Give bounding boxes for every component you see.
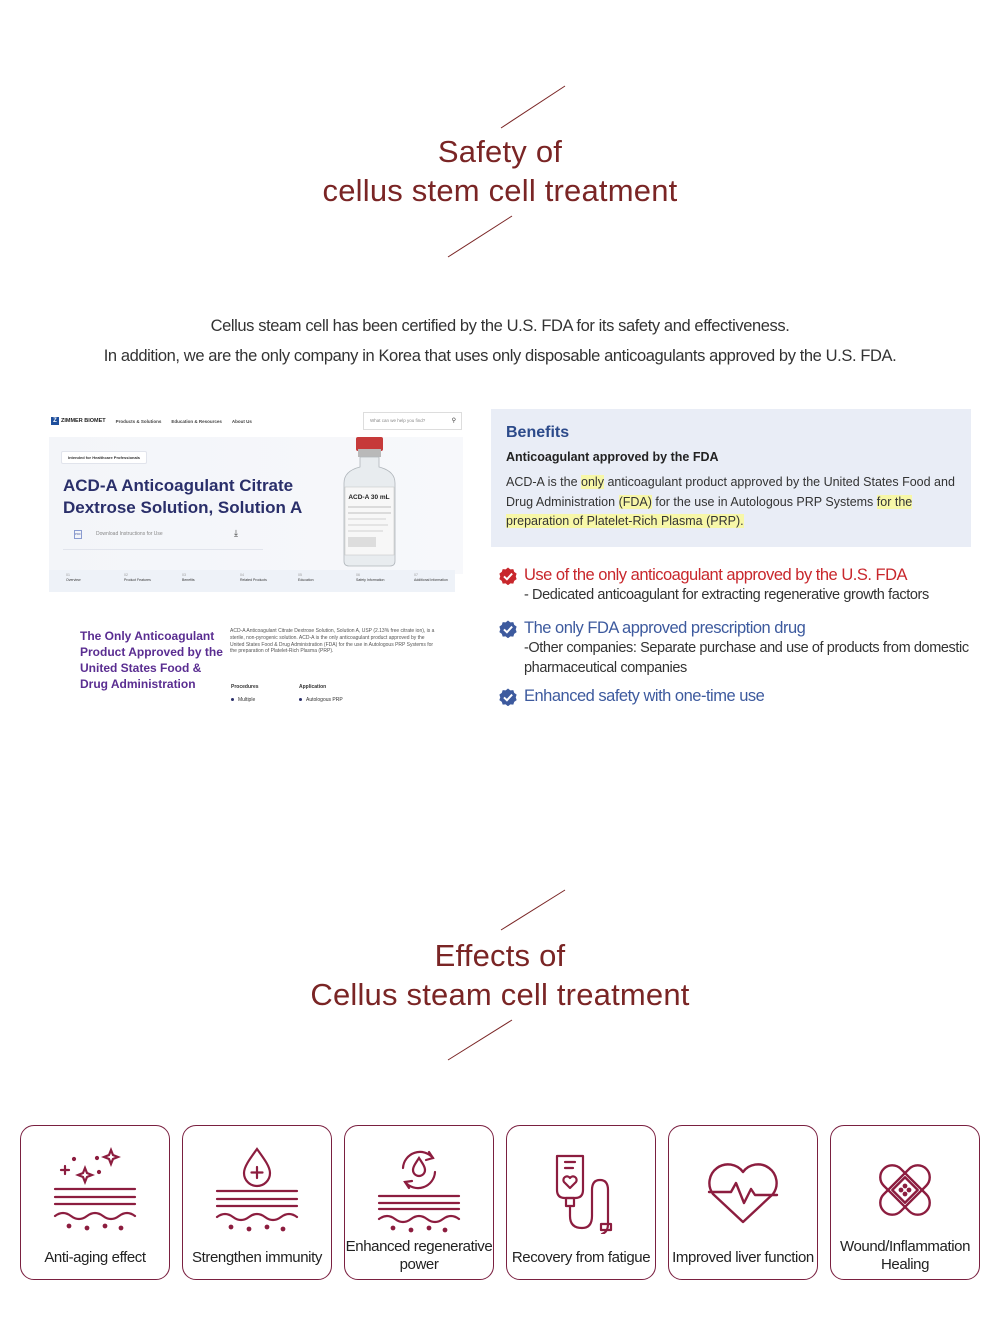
application-meta: Application Autologous PRP xyxy=(299,684,343,703)
nav-education: Education & Resources xyxy=(171,418,222,424)
tab-product-features: 02 Product Features xyxy=(124,573,151,582)
download-icon: ⤓ xyxy=(234,528,238,538)
pdf-icon: PDF xyxy=(74,530,82,539)
effects-title: Effects of Cellus steam cell treatment xyxy=(310,938,690,1012)
heart-pulse-icon xyxy=(697,1146,789,1234)
effect-card-liver xyxy=(668,1125,818,1280)
decorative-line-bottom xyxy=(447,215,513,258)
effect-card-anti-aging xyxy=(20,1125,170,1280)
effect-label: Enhanced regenerative power xyxy=(345,1238,493,1273)
sparkle-skin-icon xyxy=(49,1146,141,1234)
check-badge-icon xyxy=(499,688,517,706)
screenshot-navbar xyxy=(49,409,463,433)
search-icon: ⚲ xyxy=(451,418,456,424)
benefits-box xyxy=(491,409,971,547)
product-page-screenshot xyxy=(49,409,463,709)
tab-benefits: 03 Benefits xyxy=(182,573,195,582)
benefits-body: ACD-A is the only anticoagulant product approved by the United States Food and Drug Administration (FDA) for the use in Autologous PRP Systems for the preparation of Platelet-Rich Plasma (PRP). xyxy=(506,475,955,528)
hcp-pill: Intended for Healthcare Professionals xyxy=(61,451,147,464)
safety-intro: Cellus steam cell has been certified by the U.S. FDA for its safety and effectiveness. In addition, we are the only company in Korea that uses only disposable anticoagulants approved by the U.S. FDA. xyxy=(103,317,897,365)
decorative-line-bottom xyxy=(447,1019,513,1061)
effect-card-wound xyxy=(830,1125,980,1280)
procedures-meta: Procedures Multiple xyxy=(231,684,259,703)
check-badge-icon xyxy=(499,620,517,638)
acd-a-bottle-image xyxy=(338,437,401,567)
benefits-title: Benefits xyxy=(506,424,570,441)
tab-related-products: 04 Related Products xyxy=(240,573,267,582)
nav-about: About Us xyxy=(231,418,252,424)
cycle-drop-skin-icon xyxy=(373,1146,465,1234)
nav-products: Products & Solutions xyxy=(115,418,162,424)
effect-label: Wound/Inflammation Healing xyxy=(839,1238,971,1273)
tab-overview: 01 Overview xyxy=(66,573,81,582)
screenshot-tabs xyxy=(49,570,455,592)
screenshot-section-heading: The Only Anticoagulant Product Approved by the United States Food & Drug Administration xyxy=(80,629,223,691)
tab-education: 05 Education xyxy=(298,573,314,582)
screenshot-section-description: ACD-A Anticoagulant Citrate Dextrose Solution, Solution A, USP (2.13% free citrate ion), is a sterile, non-pyrogenic solution. ACD-A is the only anticoagulant product approved by the United States Food & Drug Administration (FDA) for the use in Autologous PRP Systems for the preparation of Platelet-Rich Plasma (PRP). xyxy=(230,628,435,655)
decorative-line-top xyxy=(500,85,566,129)
tab-safety-information: 06 Safety Information xyxy=(356,573,385,582)
iv-bag-icon xyxy=(535,1146,627,1234)
effect-card-immunity xyxy=(182,1125,332,1280)
effect-label: Recovery from fatigue xyxy=(511,1249,651,1266)
effect-label: Anti-aging effect xyxy=(44,1249,146,1266)
download-instructions: PDF Download Instructions for Use ⤓ xyxy=(75,528,238,538)
effect-card-regenerative xyxy=(344,1125,494,1280)
svg-text:ACD-A 30 mL: ACD-A 30 mL xyxy=(348,494,390,501)
screenshot-search: What can we help you find? ⚲ xyxy=(363,412,462,430)
effect-card-fatigue xyxy=(506,1125,656,1280)
zimmer-biomet-logo: Z ZIMMER BIOMET xyxy=(51,417,106,425)
drop-skin-icon xyxy=(211,1146,303,1234)
benefits-subtitle: Anticoagulant approved by the FDA xyxy=(506,450,719,464)
hero-title: ACD-A Anticoagulant Citrate Dextrose Solution, Solution A xyxy=(63,476,303,517)
tab-additional-information: 07 Additional Information xyxy=(414,573,448,582)
decorative-line-top xyxy=(500,889,566,931)
safety-title: Safety of cellus stem cell treatment xyxy=(322,134,678,208)
bandage-icon xyxy=(859,1146,951,1234)
effect-label: Improved liver function xyxy=(672,1249,814,1266)
check-badge-icon xyxy=(499,567,517,585)
effect-label: Strengthen immunity xyxy=(192,1249,322,1266)
